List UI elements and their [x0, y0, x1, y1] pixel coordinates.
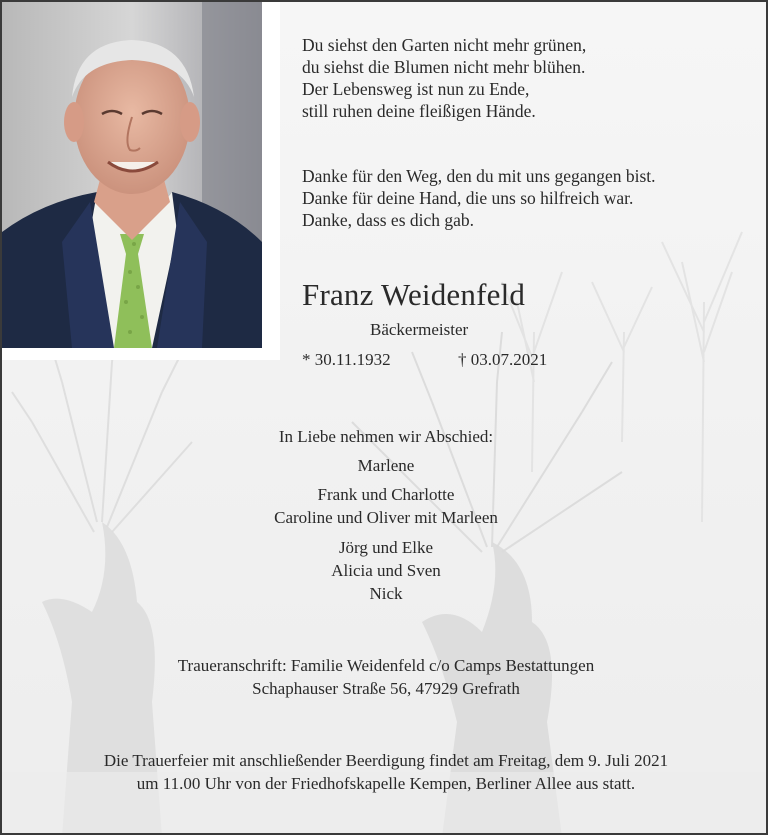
mourner-name: Alicia und Sven	[331, 561, 441, 580]
poem-line: Du siehst den Garten nicht mehr grünen,	[302, 35, 587, 55]
poem	[302, 34, 656, 231]
mourner-name: Nick	[369, 584, 403, 603]
poem-line: du siehst die Blumen nicht mehr blühen.	[302, 57, 586, 77]
service-line: um 11.00 Uhr von der Friedhofskapelle Kempen, Berliner Allee aus statt.	[136, 774, 636, 793]
address-line: Traueranschrift: Familie Weidenfeld c/o Camps Bestattungen	[177, 656, 595, 675]
mourner-name: Jörg und Elke	[338, 538, 434, 557]
mourner-group	[2, 536, 768, 605]
funeral-service-info	[2, 749, 768, 795]
poem-line: still ruhen deine fleißigen Hände.	[302, 101, 536, 121]
poem-line: Der Lebensweg ist nun zu Ende,	[302, 79, 530, 99]
mourner-group	[2, 454, 768, 477]
service-line: Die Trauerfeier mit anschließender Beerdigung findet am Freitag, dem 9. Juli 2021	[103, 751, 669, 770]
poem-line: Danke für den Weg, den du mit uns gegangen bist.	[302, 166, 656, 186]
mourner-name: Frank und Charlotte	[317, 485, 455, 504]
stanza-gap	[302, 122, 656, 165]
address-line: Schaphauser Straße 56, 47929 Grefrath	[252, 679, 520, 698]
deceased-profession: Bäckermeister	[370, 320, 469, 339]
death-date: † 03.07.2021	[458, 350, 548, 369]
farewell-intro-text: In Liebe nehmen wir Abschied:	[278, 427, 494, 446]
mourner-name: Caroline und Oliver mit Marleen	[274, 508, 498, 527]
farewell-intro	[2, 425, 768, 448]
birth-date: * 30.11.1932	[302, 350, 391, 369]
photo-frame	[2, 2, 280, 360]
mourner-name: Marlene	[357, 456, 415, 475]
mourner-group	[2, 483, 768, 529]
deceased-name: Franz Weidenfeld	[302, 277, 526, 312]
mourning-address	[2, 654, 768, 700]
poem-line: Danke, dass es dich gab.	[302, 210, 475, 230]
poem-line: Danke für deine Hand, die uns so hilfreich war.	[302, 188, 634, 208]
portrait-photo	[2, 2, 262, 348]
